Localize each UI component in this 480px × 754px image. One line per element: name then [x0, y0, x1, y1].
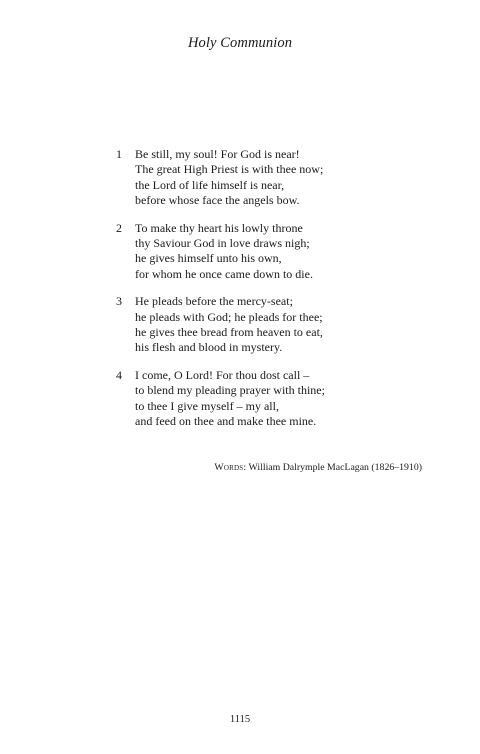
verse-line: and feed on thee and make thee mine.	[135, 414, 317, 429]
verse-line: To make thy heart his lowly throne	[135, 220, 303, 235]
verse-line: for whom he once came down to die.	[135, 266, 313, 281]
verse-line: to thee I give myself – my all,	[135, 398, 279, 413]
page-title: Holy Communion	[187, 35, 293, 51]
verse-number: 1	[116, 147, 122, 161]
verse	[116, 221, 416, 283]
verse-line: to blend my pleading prayer with thine;	[135, 383, 325, 398]
attribution-text: William Dalrymple MacLagan (1826–1910)	[248, 462, 422, 473]
verse-line: The great High Priest is with thee now;	[135, 162, 324, 177]
verse-number: 2	[116, 220, 122, 235]
verse-line: thy Saviour God in love draws nigh;	[135, 236, 310, 251]
verse-number: 3	[116, 294, 122, 309]
verse-line: he gives thee bread from heaven to eat,	[135, 325, 323, 340]
verse-line: his flesh and blood in mystery.	[135, 340, 283, 355]
attribution	[214, 462, 422, 473]
verse-line: he gives himself unto his own,	[135, 251, 282, 266]
verse-line: he pleads with God; he pleads for thee;	[135, 309, 323, 324]
verse-line: before whose face the angels bow.	[135, 193, 300, 208]
verse-line: He pleads before the mercy-seat;	[135, 294, 293, 309]
verse-line: Be still, my soul! For God is near!	[135, 147, 300, 161]
verse	[116, 368, 416, 430]
page-number: 1115	[229, 714, 251, 725]
hymn-text	[116, 147, 416, 442]
verse-line: the Lord of life himself is near,	[135, 177, 285, 192]
verse	[116, 294, 416, 356]
attribution-label: Words:	[214, 462, 247, 473]
verse-line: I come, O Lord! For thou dost call –	[135, 367, 310, 382]
verse	[116, 147, 416, 209]
verse-number: 4	[116, 367, 122, 382]
